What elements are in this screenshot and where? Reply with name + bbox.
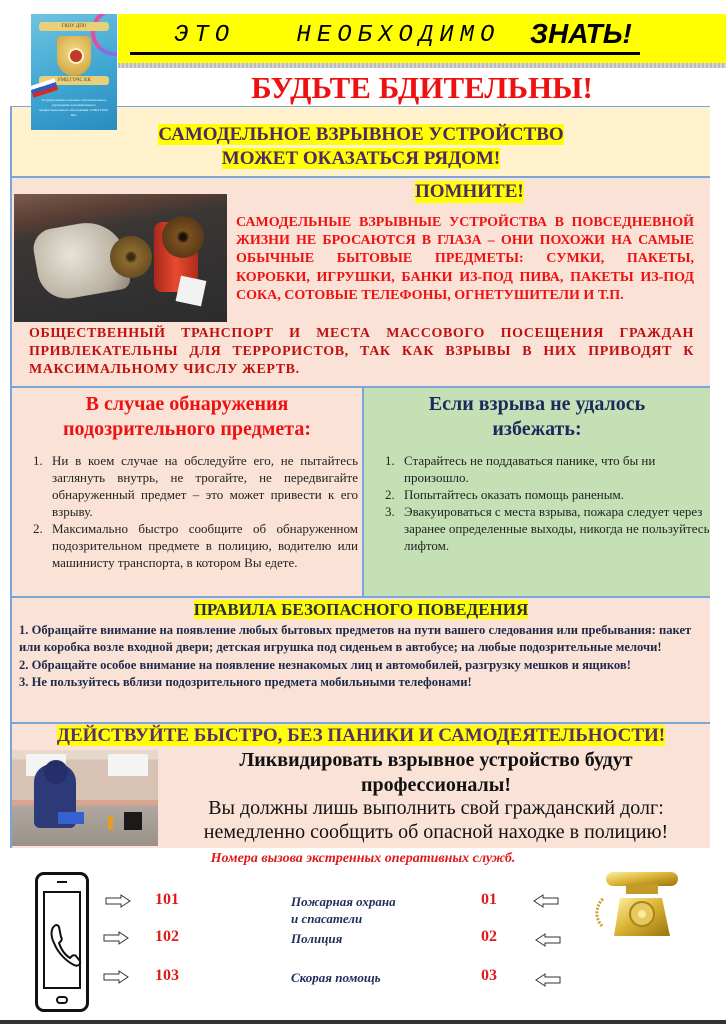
- remember-section: [12, 178, 710, 388]
- list-item: 2. Максимально быстро сообщите об обнаруженном подозрительном предмете в полицию, водителю или машинисту транспорта, в котором Вы едете.: [46, 520, 358, 571]
- rule-item: 3. Не пользуйтесь вблизи подозрительного предмета мобильными телефонами!: [19, 674, 472, 689]
- arrow-right-icon: [105, 894, 131, 908]
- landline-number-police: 02: [481, 928, 497, 945]
- mobile-phone-icon: [35, 872, 89, 1012]
- header-underline: [130, 52, 640, 55]
- list-item: 1. Ни в коем случае на обследуйте его, не пытайтесь заглянуть внутрь, не трогайте, не передвигайте обнаруженный предмет – это может привести к его взрыву.: [46, 452, 358, 520]
- action-heading: ДЕЙСТВУЙТЕ БЫСТРО, БЕЗ ПАНИКИ И САМОДЕЯТЕЛЬНОСТИ!: [56, 725, 666, 746]
- russian-flag-icon: [31, 78, 58, 97]
- service-fire-line-1: Пожарная охрана: [291, 894, 396, 909]
- safety-rules-section: [12, 598, 710, 724]
- suspicious-heading-1: В случае обнаружения: [85, 393, 289, 415]
- rotary-phone-icon: [592, 868, 688, 944]
- logo-banner-bottom: УМЦ ГОЧС КК: [39, 76, 109, 85]
- list-item: 3. Эвакуироваться с места взрыва, пожара следует через заранее определенные выходы, никогда не пользуйтесь лифтом.: [398, 503, 720, 554]
- explosion-list: [376, 452, 720, 554]
- handset-icon: [48, 921, 84, 971]
- logo-caption: Государственное казенное образовательное учреждение дополнительного профессионального образования «УМЦ ГОЧС КК»: [39, 98, 109, 117]
- explosive-device-photo: [14, 194, 227, 322]
- service-fire-line-2: и спасатели: [291, 911, 363, 926]
- rule-item: 1. Обращайте внимание на появление любых бытовых предметов на пути вашего следования или пребывания: пакет или коробка возле входной двери; детская игрушка под сиденьем в автобусе; на любые подозрительные мелочи!: [19, 623, 692, 655]
- explosion-heading-2: избежать:: [492, 418, 582, 440]
- organization-logo: [31, 14, 117, 130]
- action-bold-text: Ликвидировать взрывное устройство будут профессионалы!: [239, 749, 633, 796]
- mobile-number-fire: 101: [155, 891, 179, 908]
- shield-emblem-icon: [57, 36, 91, 76]
- arrow-left-icon: [535, 973, 561, 987]
- rules-heading: ПРАВИЛА БЕЗОПАСНОГО ПОВЕДЕНИЯ: [193, 600, 529, 619]
- arrow-right-icon: [103, 931, 129, 945]
- service-police: Полиция: [291, 931, 343, 946]
- suspicious-heading-2: подозрительного предмета:: [63, 418, 311, 440]
- bomb-squad-photo: [12, 750, 158, 846]
- suspicious-list: [24, 452, 358, 571]
- service-ambulance: Скорая помощь: [291, 970, 381, 985]
- arrow-left-icon: [535, 933, 561, 947]
- emergency-title: Номера вызова экстренных оперативных служб.: [210, 851, 516, 866]
- ribbon-decoration: [91, 14, 117, 56]
- explosion-section: [364, 388, 710, 598]
- page-title: БУДЬТЕ БДИТЕЛЬНЫ!: [251, 70, 593, 105]
- landline-number-ambulance: 03: [481, 967, 497, 984]
- arrow-right-icon: [103, 970, 129, 984]
- suspicious-object-section: [12, 388, 364, 598]
- bottom-border: [0, 1020, 726, 1024]
- intro-line-1: САМОДЕЛЬНОЕ ВЗРЫВНОЕ УСТРОЙСТВО: [158, 124, 564, 145]
- mobile-number-police: 102: [155, 928, 179, 945]
- action-text: Вы должны лишь выполнить свой гражданский долг: немедленно сообщить об опасной находке в полицию!: [203, 797, 669, 843]
- rule-item: 2. Обращайте особое внимание на появление незнакомых лиц и автомобилей, разгрузку мешков и ящиков!: [19, 657, 631, 672]
- landline-number-fire: 01: [481, 891, 497, 908]
- remember-heading: ПОМНИТЕ!: [415, 181, 524, 202]
- service-fire: [291, 893, 396, 927]
- remember-text: САМОДЕЛЬНЫЕ ВЗРЫВНЫЕ УСТРОЙСТВА В ПОВСЕДНЕВНОЙ ЖИЗНИ НЕ БРОСАЮТСЯ В ГЛАЗА – ОНИ ПОХОЖИ НА САМЫЕ ОБЫЧНЫЕ БЫТОВЫЕ ПРЕДМЕТЫ: СУМКИ, ПАКЕТЫ, КОРОБКИ, ИГРУШКИ, БАНКИ ИЗ-ПОД ПИВА, ПАКЕТЫ ИЗ-ПОД СОКА, СОТОВЫЕ ТЕЛЕФОНЫ, ОГНЕТУШИТЕЛИ И Т.П.: [236, 215, 694, 303]
- header-emphasis: ЗНАТЬ!: [530, 18, 632, 49]
- remember-text-transport: ОБЩЕСТВЕННЫЙ ТРАНСПОРТ И МЕСТА МАССОВОГО ПОСЕЩЕНИЯ ГРАЖДАН ПРИВЛЕКАТЕЛЬНЫ ДЛЯ ТЕРРОРИСТОВ, ТАК КАК ВЗРЫВЫ В НИХ ПРИВОДЯТ К МАКСИМАЛЬНОМУ ЧИСЛУ ЖЕРТВ.: [29, 326, 694, 378]
- list-item: 1. Старайтесь не поддаваться панике, что бы ни произошло.: [398, 452, 720, 486]
- mobile-number-ambulance: 103: [155, 967, 179, 984]
- explosion-heading-1: Если взрыва не удалось: [428, 393, 646, 415]
- intro-line-2: МОЖЕТ ОКАЗАТЬСЯ РЯДОМ!: [221, 148, 501, 169]
- header-text: ЭТО НЕОБХОДИМО: [174, 22, 501, 49]
- action-section: [12, 724, 710, 848]
- logo-banner-top: ГКОУ ДПО: [39, 22, 109, 31]
- list-item: 2. Попытайтесь оказать помощь раненым.: [398, 486, 720, 503]
- arrow-left-icon: [533, 894, 559, 908]
